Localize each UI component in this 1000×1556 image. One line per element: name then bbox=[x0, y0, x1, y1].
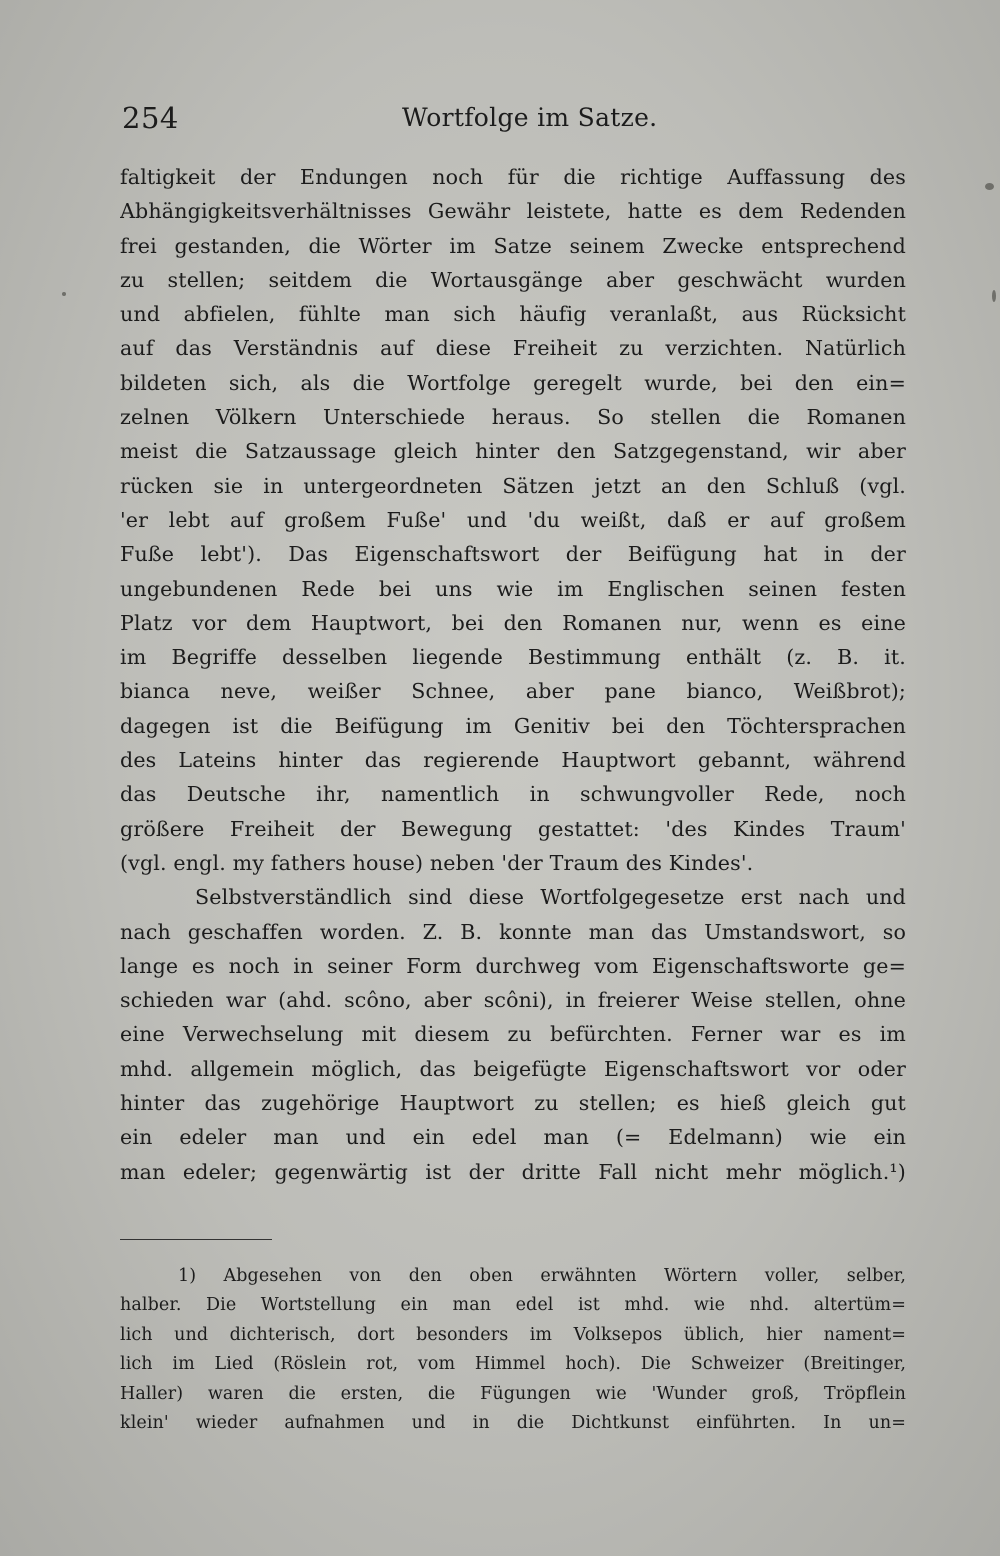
footnote-line: lich im Lied (Röslein rot, vom Himmel hoch). Die Schweizer (Breitinger, bbox=[120, 1354, 906, 1375]
text-line: man edeler; gegenwärtig ist der dritte Fall nicht mehr möglich.¹) bbox=[120, 1159, 906, 1184]
text-line: größere Freiheit der Bewegung gestattet: 'des Kindes Traum' bbox=[120, 816, 906, 841]
running-title: Wortfolge im Satze. bbox=[402, 103, 658, 132]
text-line: dagegen ist die Beifügung im Genitiv bei den Töchtersprachen bbox=[120, 713, 906, 738]
text-line: im Begriffe desselben liegende Bestimmung enthält (z. B. it. bbox=[120, 645, 906, 670]
footnote-line: halber. Die Wortstellung ein man edel ist mhd. wie nhd. altertüm= bbox=[120, 1295, 906, 1316]
text-line: Abhängigkeitsverhältnisses Gewähr leistete, hatte es dem Redenden bbox=[120, 199, 906, 224]
footnotes bbox=[120, 1262, 906, 1438]
text-line-paragraph-start: Selbstverständlich sind diese Wortfolgegesetze erst nach und bbox=[195, 885, 906, 910]
text-line: mhd. allgemein möglich, das beigefügte Eigenschaftswort vor oder bbox=[120, 1056, 906, 1081]
paper-speck bbox=[992, 290, 996, 302]
text-line: bianca neve, weißer Schnee, aber pane bianco, Weißbrot); bbox=[120, 679, 906, 704]
text-line: rücken sie in untergeordneten Sätzen jetzt an den Schluß (vgl. bbox=[120, 473, 906, 498]
text-line: faltigkeit der Endungen noch für die richtige Auffassung des bbox=[120, 165, 906, 189]
text-line: hinter das zugehörige Hauptwort zu stellen; es hieß gleich gut bbox=[120, 1091, 906, 1116]
text-line: eine Verwechselung mit diesem zu befürchten. Ferner war es im bbox=[120, 1022, 906, 1047]
footnote-divider bbox=[120, 1239, 272, 1240]
footnote-line: lich und dichterisch, dort besonders im Volksepos üblich, hier nament= bbox=[120, 1324, 906, 1345]
body-text bbox=[120, 160, 906, 1189]
text-line: schieden war (ahd. scôno, aber scôni), in freierer Weise stellen, ohne bbox=[120, 988, 906, 1013]
text-line: zu stellen; seitdem die Wortausgänge aber geschwächt wurden bbox=[120, 267, 906, 292]
running-head bbox=[122, 98, 907, 142]
text-line: das Deutsche ihr, namentlich in schwungvoller Rede, noch bbox=[120, 782, 906, 807]
text-line: bildeten sich, als die Wortfolge geregelt wurde, bei den ein= bbox=[120, 370, 906, 395]
text-line: des Lateins hinter das regierende Hauptwort gebannt, während bbox=[120, 748, 906, 773]
text-line: Fuße lebt'). Das Eigenschaftswort der Beifügung hat in der bbox=[120, 542, 906, 567]
paper-speck bbox=[985, 183, 994, 190]
footnote-line: 1) Abgesehen von den oben erwähnten Wörtern voller, selber, bbox=[178, 1266, 906, 1286]
text-line: auf das Verständnis auf diese Freiheit zu verzichten. Natürlich bbox=[120, 336, 906, 361]
text-line: und abfielen, fühlte man sich häufig veranlaßt, aus Rücksicht bbox=[120, 302, 906, 327]
paper-speck bbox=[62, 292, 66, 296]
text-line: meist die Satzaussage gleich hinter den Satzgegenstand, wir aber bbox=[120, 439, 906, 464]
page-number: 254 bbox=[122, 101, 179, 135]
text-line: lange es noch in seiner Form durchweg vom Eigenschaftsworte ge= bbox=[120, 953, 906, 978]
text-line: nach geschaffen worden. Z. B. konnte man das Umstandswort, so bbox=[120, 919, 906, 944]
text-line: frei gestanden, die Wörter im Satze seinem Zwecke entsprechend bbox=[120, 233, 906, 258]
text-line: ungebundenen Rede bei uns wie im Englischen seinen festen bbox=[120, 576, 906, 601]
text-line: zelnen Völkern Unterschiede heraus. So stellen die Romanen bbox=[120, 405, 906, 430]
footnote-line: klein' wieder aufnahmen und in die Dichtkunst einführten. In un= bbox=[120, 1412, 906, 1433]
text-line: 'er lebt auf großem Fuße' und 'du weißt, daß er auf großem bbox=[120, 507, 906, 532]
text-line: ein edeler man und ein edel man (= Edelmann) wie ein bbox=[120, 1125, 906, 1150]
text-line: Platz vor dem Hauptwort, bei den Romanen nur, wenn es eine bbox=[120, 610, 906, 635]
footnote-line: Haller) waren die ersten, die Fügungen wie 'Wunder groß, Tröpflein bbox=[120, 1383, 906, 1404]
text-line: (vgl. engl. my fathers house) neben 'der Traum des Kindes'. bbox=[120, 850, 754, 875]
